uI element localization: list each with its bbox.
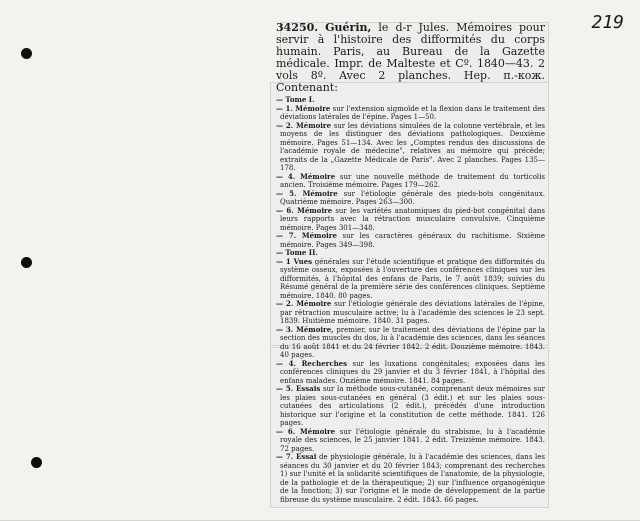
contents-item-lead: — 3. Mémoire, [276,324,334,334]
contents-item [276,207,545,233]
entry-author: Guérin, [325,21,372,34]
tome-heading: — Tome II. [276,248,318,257]
contents-item-lead: — 5. Mémoire [276,188,338,198]
contents-item [276,300,545,326]
contents-item-text: sur l'étiologie générale des pieds-bots congénitaux. Quatrième mémoire. Pages 263—300. [280,189,545,206]
contents-item-lead: — 4. Mémoire [276,171,336,181]
contents-item [276,232,545,249]
tome-heading: — Tome I. [276,95,315,104]
contents-item-text: sur la méthode sous-cutanée, comprenant deux mémoires sur les plaies sous-cutanées en général (3 édit.) et sur les plaies sous-cutanées des articulations (2 édit.), précédés d'une introduction historique sur l'origine et la constitution de cette méthode. 1841. 126 pages. [280,385,545,427]
page-number: 219 [591,12,624,33]
contents-item-text: de physiologie générale, lu à l'académie des sciences, dans les séances du 30 janvier et du 20 février 1843; comprenant des recherches 1) sur l'unité et la solidarité scientifiques de l'anatomie, de la physiologie, de la pathologie et de la thérapeutique; 2) sur l'influence organogénique de la fonction; 3) sur l'origine et le mode de développement de la partie fibreuse du système musculaire. 2 édit. 1843. 66 pages. [280,453,545,504]
entry-headline [276,22,545,94]
contents-item-lead: — 7. Essai [276,452,317,461]
contents-item-lead: — 2. Mémoire [276,120,332,130]
contents-item [276,326,545,360]
contents-item-text: sur les luxations congénitales; exposées dans les conférences cliniques du 29 janvier et du 3 février 1841, à l'hôpital des enfans malades. Onzième mémoire. 1841. 84 pages. [280,359,546,385]
contents-item-text: sur les variétés anatomiques du pied-bot congénital dans leurs rapports avec la rétraction musculaire convulsive. Cinquième mémoire. Pages 301—348. [280,206,546,232]
contents-item [276,360,545,386]
contents-item-lead: — 1 Vues [276,256,313,266]
contents-item-lead: — 6. Mémoire [276,426,336,436]
binder-hole-middle [21,257,32,268]
binder-hole-top [21,48,32,59]
contents-item-lead: — 4. Recherches [276,358,348,368]
contents-item-text: sur l'étiologie générale des déviations latérales de l'épine, par rétraction musculaire active; lu à l'académie des sciences le 23 sept. 1839. Huitième mémoire. 1840. 31 pages. [280,300,545,325]
contents-item [276,105,545,122]
catalog-entry [276,22,545,504]
contents-item [276,190,545,207]
contents-item-text: sur les caractères généraux du rachitisme. Sixième mémoire. Pages 349—398. [280,232,545,249]
tome2-contents [276,258,545,505]
contents-item-lead: — 1. Mémoire [276,103,331,113]
contents-item-text: sur l'extension sigmoïde et la flexion dans le traitement des déviations latérales de l'épine. Pages 1—50. [280,104,545,121]
tome1-contents [276,105,545,250]
binder-hole-bottom [31,457,42,468]
contents-item-text: sur l'étiologie générale du strabisme, lu à l'académie royale des sciences, le 25 janvier 1841. 2 édit. Treizième mémoire. 1843. 72 pages. [280,427,545,453]
contents-item-text: sur une nouvelle méthode de traitement du torticolis ancien. Troisième mémoire. Pages 179—262. [280,172,546,189]
contents-item [276,122,545,173]
contents-item-lead: — 7. Mémoire [276,231,337,240]
contents-item [276,258,545,301]
contents-item-lead: — 5. Essais [276,384,321,393]
contents-item-text: générales sur l'étude scientifique et pratique des difformités du système osseux, exposées à l'ouverture des conférences cliniques sur les difformités, à l'hôpital des enfans de Paris, le 7 août 1839; suivies du Résumé général de la première série des conférences cliniques. Septième mémoire. 1840. 80 pages. [280,257,545,300]
contents-item-lead: — 6. Mémoire [276,205,333,215]
contents-item [276,173,545,190]
contents-item [276,453,545,504]
contents-item-text: premier, sur le traitement des déviations de l'épine par la section des muscles du dos, lu à l'académie des sciences, dans les séances du 16 août 1841 et du 24 février 1842. 2 édit. Douzième mémoire. 1843. 40 pages. [280,325,545,359]
entry-description: le d-r Jules. Mémoires pour servir à l'histoire des difformités du corps humain. Paris, au Bureau de la Gazette médicale. Impr. de Malteste et Cº. 1840—43. 2 vols 8º. Avec 2 planches. Hep. п.-кож. Contenant: [276,21,546,94]
contents-item [276,428,545,454]
entry-number: 34250. [276,21,319,34]
contents-item [276,385,545,428]
contents-item-text: sur les déviations simulées de la colonne vertébrale, et les moyens de les distinguer des déviations pathologiques. Deuxième mémoire. Pages 51—134. Avec les „Comptes rendus des discussions de l'académie royale de médecine", relatives au mémoire qui précède; extraits de la „Gazette Médicale de Paris". Avec 2 planches. Pages 135—178. [280,121,545,172]
contents-item-lead: — 2. Mémoire [276,299,332,308]
